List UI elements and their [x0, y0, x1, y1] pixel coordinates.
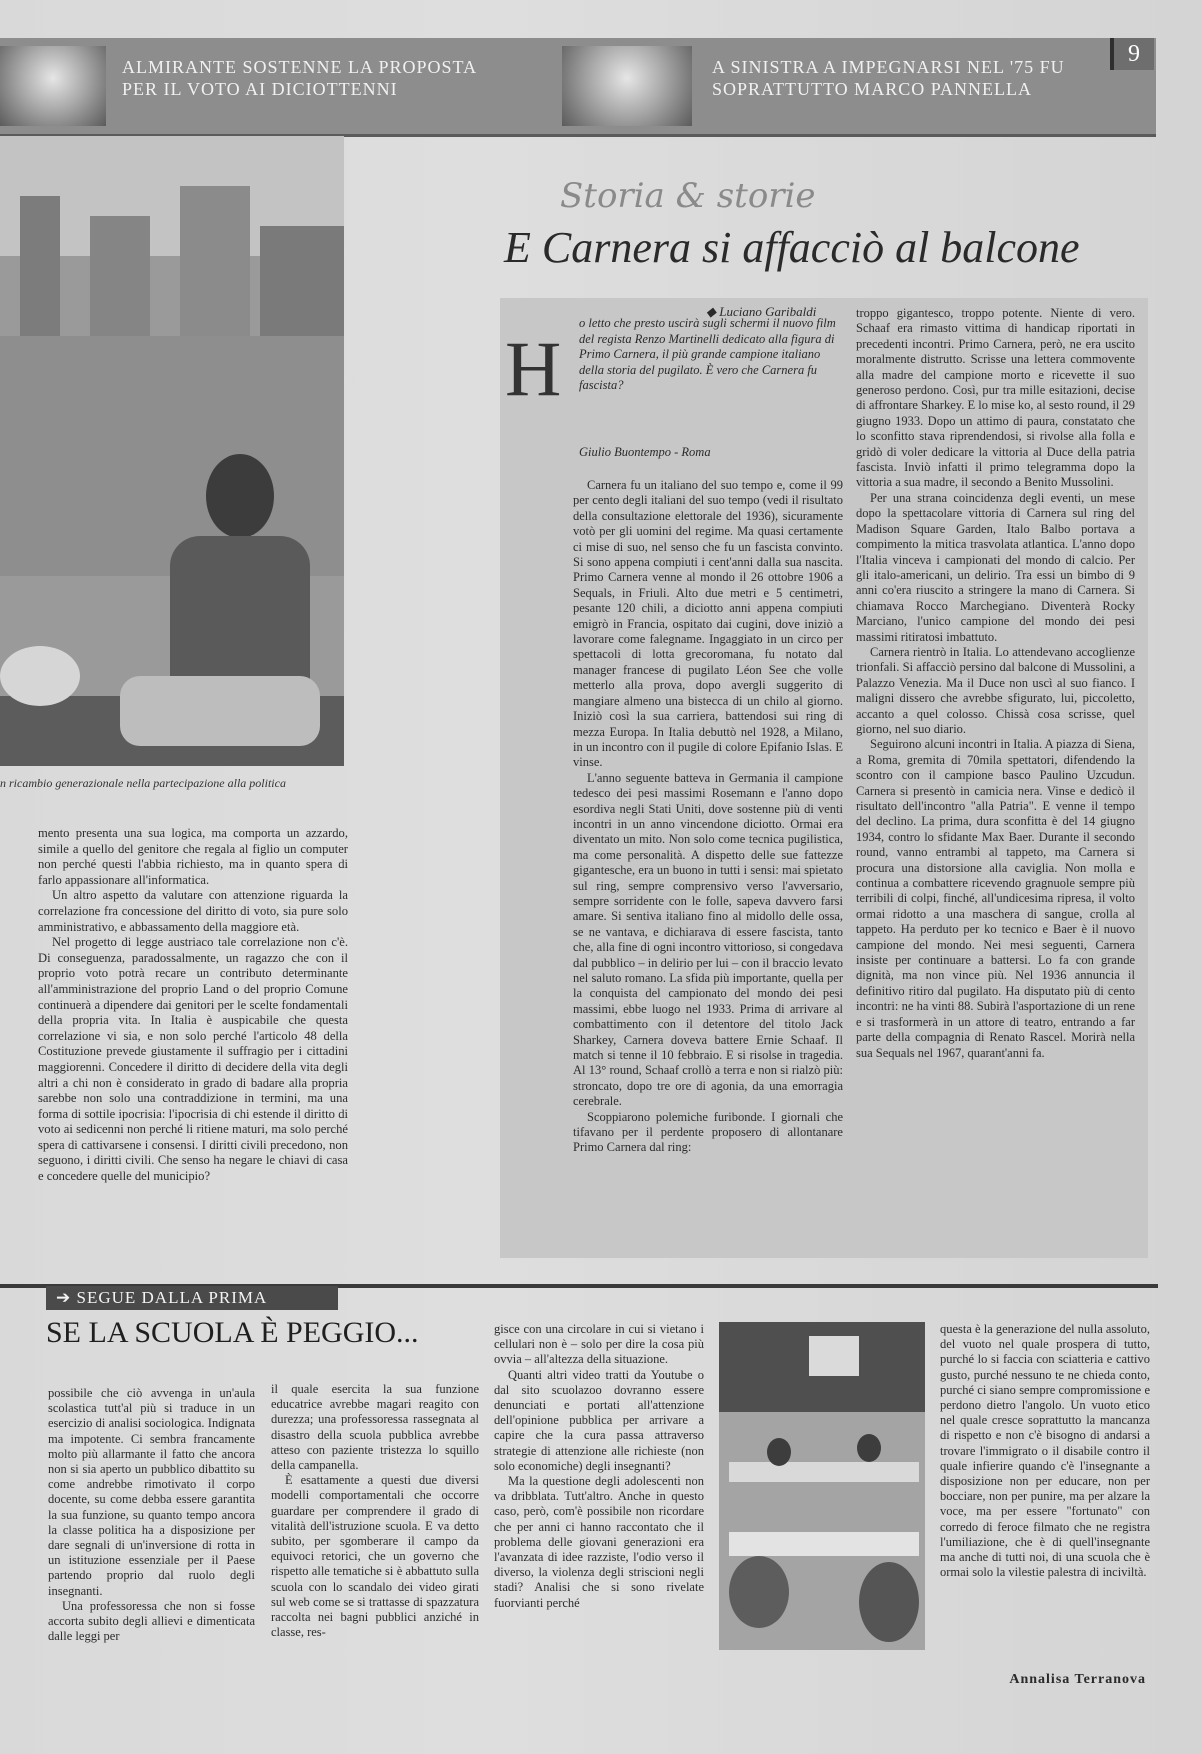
- almirante-portrait: [0, 46, 106, 126]
- bottom-column-3: [494, 1322, 704, 1611]
- paragraph: questa è la generazione del nulla assoluto, del vuoto nel quale prospera di tutto, purché lo si faccia con sciatteria e cattivo gusto, purché nessuno te ne chieda conto, purché ci siano sempre compromissione e perdono dietro l'angolo. Un vuoto etico nel quale cresce soprattutto la mancanza di rispetto e non c'è bisogno di andarsi a trovare l'immigrato o il disabile contro il quale infierire quando c'è l'insegnante a disposizione non per educare, non per bocciare, non per punire, ma per alzare la voce, ma per essere "fortunato" con corredo di feroce filmato che ne registra l'umiliazione, che è di quell'insegnante ma anche di tutti noi, di una scuola che è ormai solo la vilestie palestra di inciviltà.: [940, 1322, 1150, 1580]
- paragraph: troppo gigantesco, troppo potente. Niente di vero. Schaaf era rimasto vittima di handicap riportati in precedenti incontri. Primo Carnera, però, ne era uscito moralmente distrutto. Scrisse una lettera commovente alla madre del campione morto e ricevette il suo generoso perdono. Così, pur tra mille esitazioni, decise di affrontare Sharkey. E lo mise ko, al sesto round, il 29 giugno 1933. Dopo un attimo di paura, constatato che lo sconfitto stava riprendendosi, si rivolse alla folla e gridò di voler dedicare la vittoria al Duce della patria fascista. Inviò infatti il primo telegramma dopo la vittoria a sua madre, il secondo a Benito Mussolini.: [856, 306, 1135, 490]
- young-man-rome-photo: [0, 136, 344, 766]
- page-number: 9: [1110, 38, 1154, 70]
- reader-letter: o letto che presto uscirà sugli schermi il nuovo film del regista Renzo Martinelli dedicato alla figura di Primo Carnera, il più grande campione italiano della storia del pugilato. È vero che Carnera fu fascista?: [579, 316, 836, 392]
- paragraph: gisce con una circolare in cui si vietano i cellulari non è – solo per dire la cosa più ovvia – all'altezza della situazione.: [494, 1322, 704, 1367]
- bottom-column-1: [48, 1386, 255, 1644]
- paragraph: Un altro aspetto da valutare con attenzione riguarda la correlazione fra concessione del diritto di voto, sia pure solo amministrativo, e abbassamento della maggiore età.: [38, 888, 348, 934]
- letter-signature: Giulio Buontempo - Roma: [579, 445, 711, 459]
- article-column-1: [573, 478, 843, 1156]
- bottom-column-4: [940, 1322, 1150, 1580]
- paragraph: Carnera fu un italiano del suo tempo e, come il 99 per cento degli italiani del suo tempo (vedi il risultato della consultazione elettorale del 1936), sicuramente votò per gli uomini del regime. Ma quasi certamente ci mise di suo, nel senso che fu un fascista convinto. Si sono appena compiuti i cent'anni dalla sua nascita. Primo Carnera venne al mondo il 26 ottobre 1906 a Sequals, in Friuli. Alto due metri e 5 centimetri, pesante 120 chili, a diciotto anni appena compiuti emigrò in Francia, ospitato dai cugini, dove iniziò a lavorare come falegname. Ingaggiato in un circo per spettacoli di lotta grecoromana, fu notato dal manager francese di pugilato Léon See che volle metterlo alla prova, dopo avergli suggerito di mangiare almeno una bistecca di un chilo al giorno. Iniziò così la sua carriera, battendosi sui ring di mezza Europa. In Italia debuttò nel 1928, a Milano, in un incontro con il pugile di colore Epifanio Islas. E vinse.: [573, 478, 843, 770]
- paragraph: mento presenta una sua logica, ma comporta un azzardo, simile a quello del genitore che regala al figlio un computer non perché questi l'abbia richiesto, ma in quanto spera di farlo appassionare all'informatica.: [38, 826, 348, 887]
- section-kicker: Storia & storie: [560, 176, 816, 216]
- photo-illustration: [0, 136, 344, 766]
- header-right-title: A SINISTRA A IMPEGNARSI NEL '75 FU SOPRATTUTTO MARCO PANNELLA: [712, 57, 1065, 99]
- paragraph: Per una strana coincidenza degli eventi, un mese dopo la spettacolare vittoria di Carnera sul ring del Madison Square Garden, Italo Balbo portava a compimento la mitica trasvolata atlantica. L'anno dopo l'Italia vinceva i campionati del mondo di calcio. Per gli italo-americani, un delirio. Tra essi un bimbo di 9 anni co'era riuscito a stringere la mano di Carnera. Si chiamava Rocco Marchegiano. Diventerà Rocky Marciano, l'unico campione del mondo dei pesi massimi ritiratosi imbattuto.: [856, 490, 1135, 644]
- paragraph: È esattamente a questi due diversi modelli comportamentali che occorre guardare per comprendere il grado di vitalità dell'istruzione scuola. E va detto subito, per sgomberare il campo da equivoci retorici, che un governo che rispetto alle tematiche si è abbattuto sulla scuola con lo scandalo dei video girati sul web come se si trattasse di spazzatura raccolta nei bagni pubblici anziché in classe, res-: [271, 1473, 479, 1640]
- classroom-photo: [719, 1322, 925, 1650]
- paragraph: Una professoressa che non si fosse accorta subito degli allievi e dimenticata dalle leggi per: [48, 1598, 255, 1644]
- paragraph: possibile che ciò avvenga in un'aula scolastica tutt'al più si traduce in un esercizio di analisi sociologica. Indignata ma impotente. Ci sembra francamente molto più allarmante il fatto che ancora non si sia aperto un pubblico dibattito su come andrebbe rimotivato il corpo docente, su come debba essere garantita la sua funzione, su quanto tempo ancora la classe politica ha a disposizione per dare segnali di un'inversione di rotta in un istituzione essenziale per il Paese partendo proprio dal ruolo degli insegnanti.: [48, 1386, 255, 1598]
- paragraph: Nel progetto di legge austriaco tale correlazione non c'è. Di conseguenza, paradossalmente, un ragazzo che con il proprio voto potrà recare un contributo determinante all'amministrazione del proprio Land o del proprio Comune continuerà a dipendere dai genitori per le scelte fondamentali della propria vita. In Italia è auspicabile che questa correlazione vi sia, e non solo perché l'articolo 48 della Costituzione prevede giustamente il suffragio per i cittadini maggiorenni. Concedere il diritto di decidere della vita degli altri a chi non è considerato in grado di badare alla propria sarebbe non solo una contraddizione in termini, ma una forma di sottile ipocrisia: l'ipocrisia di chi estende il diritto di voto ai sedicenni non perché li ritiene maturi, ma solo perché spera di cattivarsene i consensi. I diritti civili precedono, non seguono, i diritti civili. Che senso ha negare le chiavi di casa e concedere quelle del municipio?: [38, 935, 348, 1184]
- bottom-headline: SE LA SCUOLA È PEGGIO...: [46, 1316, 419, 1349]
- header-left-title: ALMIRANTE SOSTENNE LA PROPOSTA PER IL VOTO AI DICIOTTENNI: [122, 57, 477, 99]
- photo-caption: n ricambio generazionale nella partecipazione alla politica: [0, 776, 286, 790]
- author-signature: Annalisa Terranova: [1009, 1672, 1146, 1687]
- left-article-column: [38, 826, 348, 1185]
- dropcap-letter: H: [505, 325, 562, 412]
- paragraph: il quale esercita la sua funzione educatrice avrebbe magari reagito con durezza; una professoressa rassegnata al disastro della scuola pubblica avrebbe atteso con paziente tristezza lo squillo della campanella.: [271, 1382, 479, 1473]
- paragraph: Quanti altri video tratti da Youtube o dal sito scuolazoo dovranno essere denunciati e portati all'attenzione dell'opinione pubblica per arrivare a capire che la cura passa attraverso strategie di attenzione alle richieste (non solo economiche) degli insegnanti?: [494, 1367, 704, 1473]
- pannella-portrait: [562, 46, 692, 126]
- paragraph: L'anno seguente batteva in Germania il campione tedesco dei pesi massimi Rosemann e l'anno dopo esordiva negli Stati Uniti, dove sostenne più di venti incontri in un anno vincendone diciotto. Ormai era diventato un mito. Non solo come tecnica pugilistica, ma come personalità. A dispetto delle sue fattezze gigantesche, era un buono in tutti i sensi: mai spietato sul ring, sempre comprensivo verso l'avversario, sempre sorridente con le folle, sapeva davvero farsi amare. Si sentiva italiano fino al midollo delle ossa, se ne vantava, e dichiarava di essere fascista, tanto che, alla fine di ogni incontro vittorioso, si congedava dal pubblico – in delirio per lui – con il braccio levato nel saluto romano. La sfida più importante, quella per la conquista del campionato del mondo dei pesi massimi, ebbe luogo nel 1933. Prima di arrivare al combattimento con il detentore del titolo Jack Sharkey, Carnera doveva battere Ernie Schaaf. Il match si tenne il 10 febbraio. E si risolse in tragedia. Al 13° round, Schaaf crollò a terra e non si rialzò più: stroncato, dopo tre ore di agonia, da una emorragia cerebrale.: [573, 770, 843, 1109]
- article-column-2: [856, 306, 1135, 1061]
- paragraph: Seguirono alcuni incontri in Italia. A piazza di Siena, a Roma, gremita di 70mila spettatori, difendendo la scontro con il campione basco Paulino Uzcudun. Carnera si presentò in camicia nera. Vinse e dedicò il risultato dell'incontro "alla Patria". E venne il tempo del declino. La prima, dura sconfitta è del 14 giugno 1934, contro lo sfidante Max Baer. Durante il secondo round, vanno entrambi al tappeto, ma Carnera si procura una distorsione alla caviglia. Non molla e continua a combattere ricevendo gragnuole sempre più terribili di colpi, finché, all'undicesima ripresa, il volto ormai ridotto a una maschera di sangue, crolla al tappeto. Ha perduto per ko tecnico e Baer è il nuovo campione del mondo. Nei mesi seguenti, Carnera insiste per continuare a battersi. Lo fa con grande dignità, ma non vince più. Nel 1936 annuncia il definitivo ritiro dal pugilato. Ha disputato più di cento incontri: ne ha vinti 88. Subirà l'asportazione di un rene e si trasformerà in un attore di teatro, entrando a far parte della compagnia di Renato Rascel. Morirà nella sua Sequals nel 1967, quarant'anni fa.: [856, 737, 1135, 1060]
- paragraph: Ma la questione degli adolescenti non va dribblata. Tutt'altro. Anche in questo caso, però, com'è possibile non ricordare che per anni ci hanno raccontato che il problema delle giovani generazioni era l'avanzata di idee razziste, l'odio verso il diverso, la violenza degli striscioni negli stadi? Analisi che si sono rivelate fuorvianti perché: [494, 1474, 704, 1610]
- article-headline: E Carnera si affacciò al balcone: [504, 223, 1080, 272]
- segue-label: ➔ SEGUE DALLA PRIMA: [46, 1286, 338, 1310]
- classroom-illustration: [719, 1322, 925, 1650]
- paragraph: Scoppiarono polemiche furibonde. I giornali che tifavano per il perdente proposero di allontanare Primo Carnera dal ring:: [573, 1109, 843, 1155]
- byline: ◆ Luciano Garibaldi: [706, 304, 817, 319]
- page-header-band: [0, 38, 1156, 137]
- paragraph: Carnera rientrò in Italia. Lo attendevano accoglienze trionfali. Si affacciò persino dal balcone di Mussolini, a Palazzo Venezia. Ma il Duce non uscì al suo fianco. I maligni dissero che avrebbe sfigurato, lui, piccoletto, accanto a quel colosso. Chissà cosa scrisse, quel giorno, nel suo diario.: [856, 644, 1135, 736]
- bottom-column-2: [271, 1382, 479, 1640]
